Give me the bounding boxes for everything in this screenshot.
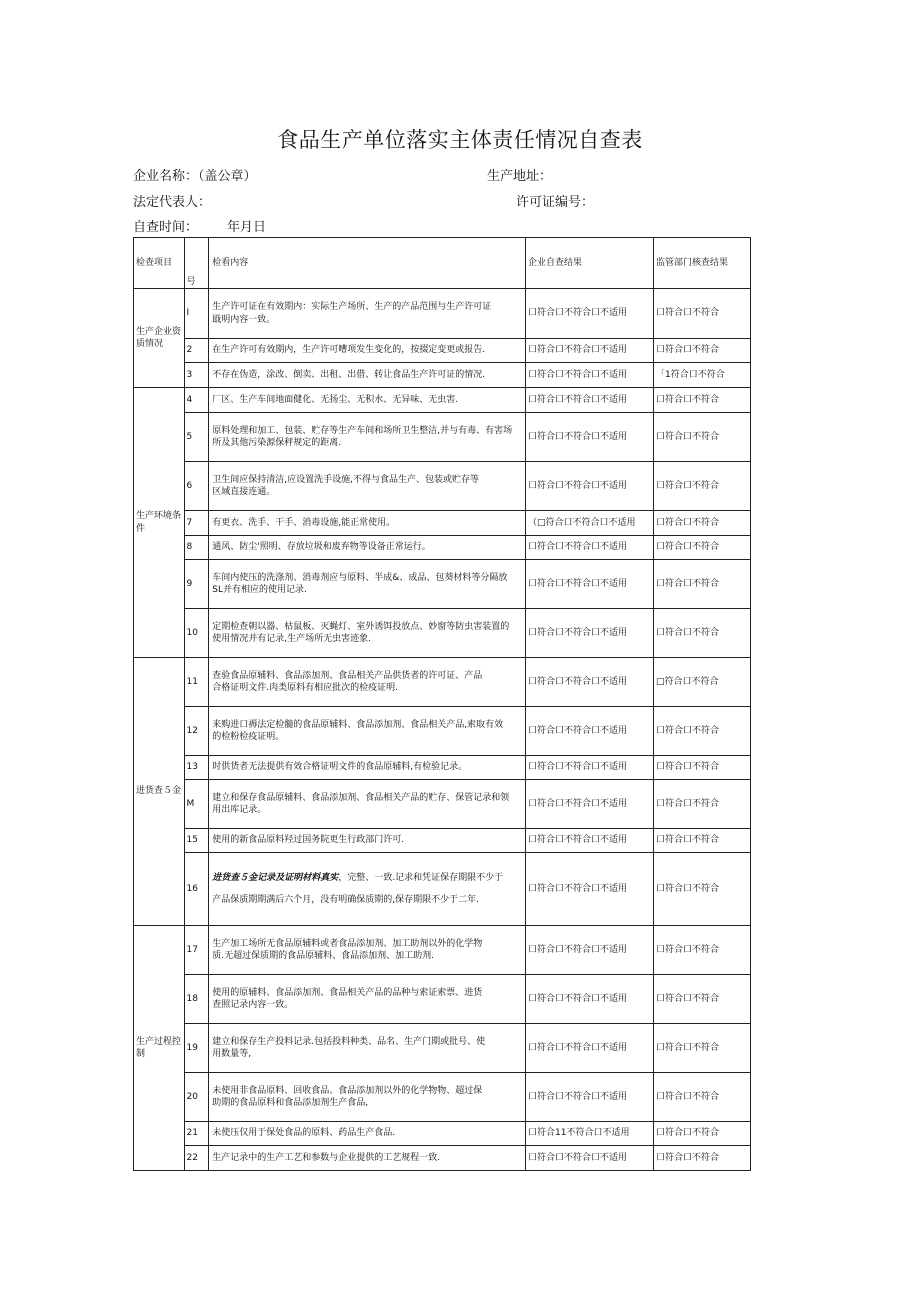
row-no: 8: [184, 536, 209, 560]
table-row: [134, 609, 751, 658]
self-result[interactable]: 口符合口不符合口不适用: [526, 1146, 654, 1171]
row-content: [209, 289, 526, 339]
row-content-line: 使用的新食品原料羟过国务院更生行政部门许可.: [212, 835, 405, 846]
self-result[interactable]: 口符合口不符合口不适用: [526, 413, 654, 462]
row-no: 3: [184, 363, 209, 388]
address-label: 生产地址：: [487, 169, 553, 184]
row-content-line: 建立和保存生产投料记录.包括投料种类、品名、生产门期或批号、使: [212, 1036, 486, 1047]
table-row: [134, 339, 751, 363]
row-no: I: [184, 289, 209, 339]
self-result[interactable]: 口符合口不符合口不适用: [526, 560, 654, 609]
reg-result[interactable]: 口符合口不符合: [653, 413, 750, 462]
row-content: [209, 560, 526, 609]
table-row: [134, 658, 751, 707]
self-result[interactable]: 口符合口不符合口不适用: [526, 609, 654, 658]
row-content: [209, 658, 526, 707]
row-content-emphasis: 进货查５金记录及证明材料真实: [212, 873, 339, 884]
row-content-line: 时供货者无法提供有效合格证明文件的食品原辅料,有检验记录。: [212, 762, 468, 773]
table-row: [134, 1024, 751, 1073]
category-qualification: 生产企业资质情况: [134, 289, 185, 388]
self-check-table: [133, 237, 751, 1171]
row-content: [209, 1122, 526, 1146]
row-content: [209, 1073, 526, 1122]
self-result[interactable]: 口符合口不符合口不适用: [526, 289, 654, 339]
self-result[interactable]: 口符合口不符合口不适用: [526, 339, 654, 363]
table-row: [134, 1146, 751, 1171]
reg-result[interactable]: 口符合口不符合: [653, 707, 750, 756]
row-no: 5: [184, 413, 209, 462]
row-no: 11: [184, 658, 209, 707]
reg-result[interactable]: 口符合口不符合: [653, 975, 750, 1024]
row-no: 15: [184, 829, 209, 853]
row-content-line: 建立和保存食品原辅料、食品添加剂、食品相关产品的贮存、保管记录和领: [212, 792, 510, 803]
self-result[interactable]: 口符合口不符合口不适用: [526, 1073, 654, 1122]
self-result[interactable]: 口符合口不符合口不适用: [526, 707, 654, 756]
row-content-line: 使用的原辅料、食品添加剂、食品相关产品的品种与索证索票、进货: [212, 987, 483, 998]
category-process-control: 生产过程控制: [134, 926, 185, 1171]
row-content: [209, 926, 526, 975]
reg-result[interactable]: 口符合口不符合: [653, 289, 750, 339]
row-content-line: 有更衣、洗手、干手、消毒设施,能正常使用。: [212, 517, 396, 528]
reg-result[interactable]: 口符合口不符合: [653, 829, 750, 853]
row-content-line: 原料处理和加工、包装、贮存等生产车间和场所卫生整洁,并与有毒、有害场: [212, 425, 513, 436]
check-time-label: 自查时间：: [133, 220, 199, 235]
row-content: [209, 536, 526, 560]
table-row: [134, 975, 751, 1024]
row-no: 22: [184, 1146, 209, 1171]
reg-result[interactable]: 「1符合口不符合: [653, 363, 750, 388]
row-content: [209, 1146, 526, 1171]
self-result[interactable]: （□符合口不符合口不适用: [526, 511, 654, 536]
self-result[interactable]: 口符合口不符合口不适用: [526, 462, 654, 511]
self-result[interactable]: 口符合口不符合口不适用: [526, 363, 654, 388]
row-no: 4: [184, 388, 209, 413]
self-result[interactable]: 口符合口不符合口不适用: [526, 926, 654, 975]
row-content-line: 卫生间应保持清洁,应设置洗手设施,不得与食品生产、包装或贮存等: [212, 474, 480, 485]
row-no: 17: [184, 926, 209, 975]
header-content: 检看内容: [209, 238, 526, 289]
self-result[interactable]: 口符合口不符合口不适用: [526, 388, 654, 413]
row-content-line: 合格证明文件.肉类原料有相应批次的检疫证明.: [212, 683, 399, 693]
reg-result[interactable]: 口符合口不符合: [653, 1024, 750, 1073]
page-title: 食品生产单位落实主体责任情况自查表: [277, 128, 643, 152]
row-content-line: 厂区、生产车间地面健化、无扬尘、无积水、无异味、无虫害.: [212, 394, 459, 405]
row-no: 13: [184, 756, 209, 780]
row-no: 2: [184, 339, 209, 363]
row-content-line: 生产许可证在有效期内：实际生产场所、生产的产品范围与生产许可证: [212, 302, 492, 313]
row-content: [209, 363, 526, 388]
row-content-line: 区域直接连通。: [212, 487, 276, 497]
row-content: [209, 853, 526, 926]
legal-rep-label: 法定代表人：: [133, 195, 212, 210]
row-content-line: 查照记录内容一致。: [212, 1000, 294, 1010]
row-content-line: 用出库记录。: [212, 805, 267, 815]
row-content-line: 生产记录中的生产工艺和参数与企业提供的工艺规程一致.: [212, 1152, 441, 1163]
table-row: [134, 1122, 751, 1146]
table-row: [134, 780, 751, 829]
header-no: 号: [184, 238, 209, 289]
self-result[interactable]: 口符合口不符合口不适用: [526, 829, 654, 853]
row-content-line: 不存在伪造，涂改、倒卖、出租、出借、转让食品生产许可证的情况.: [212, 369, 486, 380]
reg-result[interactable]: 口符合口不符合: [653, 1146, 750, 1171]
table-row: [134, 560, 751, 609]
row-no: 12: [184, 707, 209, 756]
table-row: [134, 363, 751, 388]
row-no: 6: [184, 462, 209, 511]
row-content-line: 定期检查朝以器、枯鼠板、灭蝇灯、室外诱饵投放点、妙窗等防虫害装置的: [212, 621, 510, 632]
row-content: [209, 388, 526, 413]
self-result[interactable]: 口符合口不符合口不适用: [526, 1024, 654, 1073]
row-content: [209, 1024, 526, 1073]
reg-result[interactable]: 口符合口不符合: [653, 780, 750, 829]
row-no: M: [184, 780, 209, 829]
row-content-line: 所及其他污染源保秤规定的距离.: [212, 438, 342, 448]
table-row: [134, 1073, 751, 1122]
row-content: [209, 609, 526, 658]
row-content-line: [212, 872, 523, 884]
row-content-rest: ，完整、一致.记求和凭证保存期限不少于: [338, 873, 504, 884]
row-no: 10: [184, 609, 209, 658]
row-no: 16: [184, 853, 209, 926]
header-item: 检查项目: [134, 238, 185, 289]
row-content-line: 质.无超过保质期的食品原辅料、食品添加剂、加工助剂.: [212, 951, 435, 961]
table-row: [134, 926, 751, 975]
row-content-line: 来购进口褥法定检髓的食品原辅料、食品添加剂、食品相关产品,索取有效: [212, 719, 504, 730]
table-row: [134, 829, 751, 853]
row-content: [209, 511, 526, 536]
row-content-line: 的检粉检疫证明。: [212, 732, 285, 742]
category-environment: 生产环境条件: [134, 388, 185, 658]
row-content-line: SL并有相应的使用记录.: [212, 585, 307, 595]
table-row: [134, 707, 751, 756]
table-row: [134, 511, 751, 536]
table-row: [134, 462, 751, 511]
row-content-line: 产品保质期期满后六个月，没有明确保质期的,保存期限不少于二年.: [212, 894, 480, 905]
row-no: 9: [184, 560, 209, 609]
table-row: [134, 536, 751, 560]
row-no: 7: [184, 511, 209, 536]
reg-result[interactable]: 口符合口不符合: [653, 511, 750, 536]
table-row: [134, 289, 751, 339]
self-result[interactable]: 口符合口不符合口不适用: [526, 658, 654, 707]
row-content: [209, 413, 526, 462]
table-row: [134, 853, 751, 926]
table-row: [134, 413, 751, 462]
reg-result[interactable]: 口符合口不符合: [653, 462, 750, 511]
row-content-line: 在生产许可有效期内，生产许可嘈项发生变化的，按掇定变更或报告.: [212, 345, 486, 356]
check-time-value: 年月日: [227, 220, 267, 235]
row-content-line: 助期的食品原料和食品添加剂生产食品,: [212, 1098, 369, 1108]
self-result[interactable]: 口符合口不符合口不适用: [526, 536, 654, 560]
reg-result[interactable]: 口符合口不符合: [653, 853, 750, 926]
reg-result[interactable]: 口符合口不符合: [653, 1122, 750, 1146]
row-content-line: 未使压仅用于保处食品的原料、药品生产食品.: [212, 1128, 396, 1139]
self-result[interactable]: 口符合口不符合口不适用: [526, 756, 654, 780]
category-purchase: 进货查５金: [134, 658, 185, 926]
row-content: [209, 462, 526, 511]
header-self-result: 企业自查结果: [526, 238, 654, 289]
row-no: 18: [184, 975, 209, 1024]
row-no: 20: [184, 1073, 209, 1122]
table-row: [134, 388, 751, 413]
row-content: [209, 756, 526, 780]
reg-result[interactable]: 口符合口不符合: [653, 339, 750, 363]
self-result[interactable]: 口符合口不符合口不适用: [526, 853, 654, 926]
row-content: [209, 829, 526, 853]
row-content-line: 用数量等,: [212, 1049, 252, 1059]
reg-result[interactable]: 口符合口不符合: [653, 388, 750, 413]
row-content-line: 未使用非食品原料、回收食品、食品添加剂以外的化学物物、超过保: [212, 1085, 483, 1096]
self-result[interactable]: 口符合口不符合口不适用: [526, 975, 654, 1024]
reg-result[interactable]: 口符合口不符合: [653, 926, 750, 975]
self-result[interactable]: 口符合口不符合口不适用: [526, 780, 654, 829]
row-content: [209, 975, 526, 1024]
row-content: [209, 780, 526, 829]
reg-result[interactable]: 口符合口不符合: [653, 609, 750, 658]
row-content-line: 使用情况并有记录,生产场所无虫害迹象.: [212, 634, 372, 644]
row-content: [209, 707, 526, 756]
table-row: [134, 756, 751, 780]
row-content: [209, 339, 526, 363]
row-content-line: 通风、防尘'照明、存放垃圾和废弃物等设备正常运行。: [212, 542, 431, 553]
reg-result[interactable]: □符合口不符合: [653, 658, 750, 707]
row-no: 21: [184, 1122, 209, 1146]
reg-result[interactable]: 口符合口不符合: [653, 560, 750, 609]
self-result[interactable]: 口符合11不符合口不适用: [526, 1122, 654, 1146]
row-content-line: 生产加工场所无食品原辅料或者食品添加剂、加工助剂以外的化学物: [212, 938, 483, 949]
row-content-line: 查验食品原辅料、食品添加剂、食品相关产品供货者的许可证、产品: [212, 670, 483, 681]
row-content-line: 戢明内容一致。: [212, 314, 276, 325]
reg-result[interactable]: 口符合口不符合: [653, 1073, 750, 1122]
header-row: [134, 238, 751, 289]
license-no-label: 许可证编号：: [516, 195, 595, 210]
row-content-line: 车间内使压的洗涤剂、消毒剂应与原料、半成&、成品、包葵材料等分隔放: [212, 572, 508, 583]
row-no: 19: [184, 1024, 209, 1073]
company-name-label: 企业名称：（盖公章）: [133, 169, 257, 184]
header-reg-result: 监管部门核查结果: [653, 238, 750, 289]
reg-result[interactable]: 口符合口不符合: [653, 756, 750, 780]
reg-result[interactable]: 口符合口不符合: [653, 536, 750, 560]
